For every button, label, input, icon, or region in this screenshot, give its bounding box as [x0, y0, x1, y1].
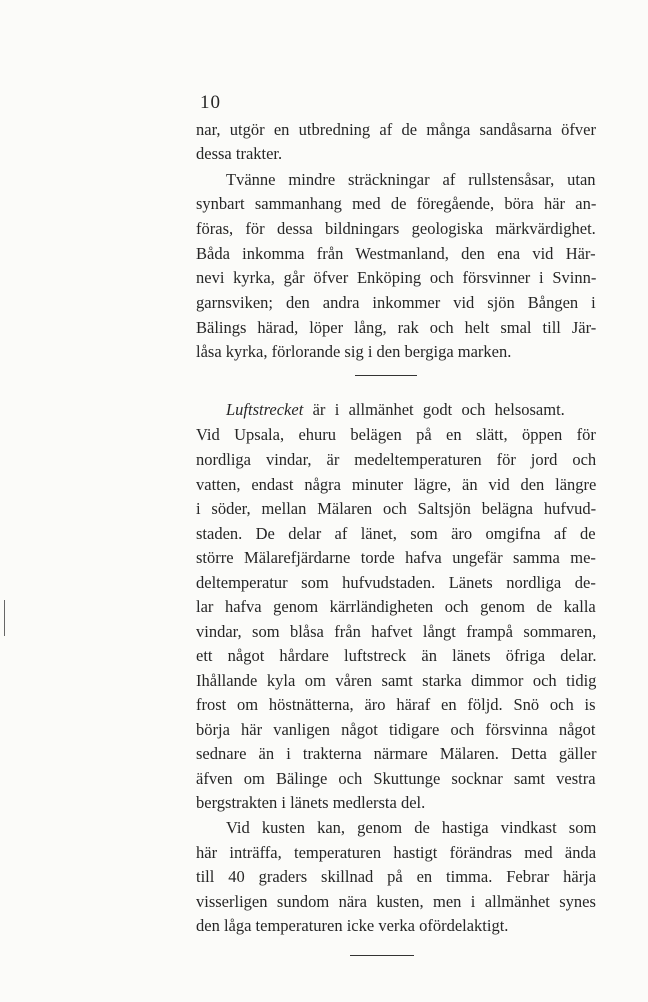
text-line: nordliga vindar, är medeltemperaturen för jord och [196, 450, 597, 469]
text-line: Vid Upsala, ehuru belägen på en slätt, öppen för [196, 425, 596, 444]
page-number: 10 [200, 92, 221, 113]
text-line: Ihållande kyla om våren samt starka dimmor och tidig [196, 671, 597, 690]
text-line: den låga temperaturen icke verka ofördelaktigt. [196, 916, 509, 935]
text-line: Bälings härad, löper lång, rak och helt smal till Jär- [196, 318, 597, 337]
text-line: lar hafva genom kärrländigheten och genom de kalla [196, 597, 596, 616]
text-line: äfven om Bälinge och Skuttunge socknar samt vestra [196, 769, 596, 788]
page-edge-mark [4, 600, 5, 636]
text-line: föras, för dessa bildningars geologiska märkvärdighet. [196, 219, 596, 238]
text-line: synbart sammanhang med de föregående, böra här an- [196, 194, 597, 213]
text-line: Båda inkomma från Westmanland, den ena vid Här- [196, 244, 596, 263]
text-line: nar, utgör en utbredning af de många sandåsarna öfver [196, 120, 596, 139]
text-line: garnsviken; den andra inkommer vid sjön Bången i [196, 293, 596, 312]
text-line: staden. De delar af länet, som äro omgifna af de [196, 524, 596, 543]
text-span: är i allmänhet godt och helsosamt. [303, 400, 565, 419]
text-line: deltemperatur som hufvudstaden. Länets nordliga de- [196, 573, 596, 592]
section-divider [350, 955, 414, 956]
text-line: ett något hårdare luftstreck än länets öfriga delar. [196, 646, 597, 665]
text-line: frost om höstnätterna, äro häraf en följd. Snö och is [196, 695, 596, 714]
text-line [226, 400, 596, 420]
text-line: större Mälarefjärdarne torde hafva ungefär samma me- [196, 548, 596, 567]
text-line: här inträffa, temperaturen hastigt förändras med ända [196, 843, 597, 862]
text-line: Tvänne mindre sträckningar af rullstensåsar, utan [226, 170, 596, 189]
text-line: vindar, som blåsa från hafvet långt frampå sommaren, [196, 622, 597, 641]
section-divider [355, 375, 417, 376]
text-line: sednare än i trakterna närmare Mälaren. Detta gäller [196, 744, 597, 763]
text-line: i söder, mellan Mälaren och Saltsjön belägna hufvud- [196, 499, 597, 518]
text-line: dessa trakter. [196, 144, 283, 163]
text-line: bergstrakten i länets medlersta del. [196, 793, 426, 812]
text-line: Vid kusten kan, genom de hastiga vindkast som [226, 818, 597, 837]
section-heading-word: Luftstrecket [226, 400, 304, 419]
text-line: nevi kyrka, går öfver Enköping och försvinner i Svinn- [196, 268, 597, 287]
text-line: låsa kyrka, förlorande sig i den bergiga marken. [196, 342, 512, 361]
text-line: vatten, endast några minuter lägre, än vid den längre [196, 475, 597, 494]
text-line: till 40 graders skillnad på en timma. Febrar härja [196, 867, 597, 886]
text-line: börja här vanligen något tidigare och försvinna något [196, 720, 596, 739]
text-line: visserligen sundom nära kusten, men i allmänhet synes [196, 892, 596, 911]
